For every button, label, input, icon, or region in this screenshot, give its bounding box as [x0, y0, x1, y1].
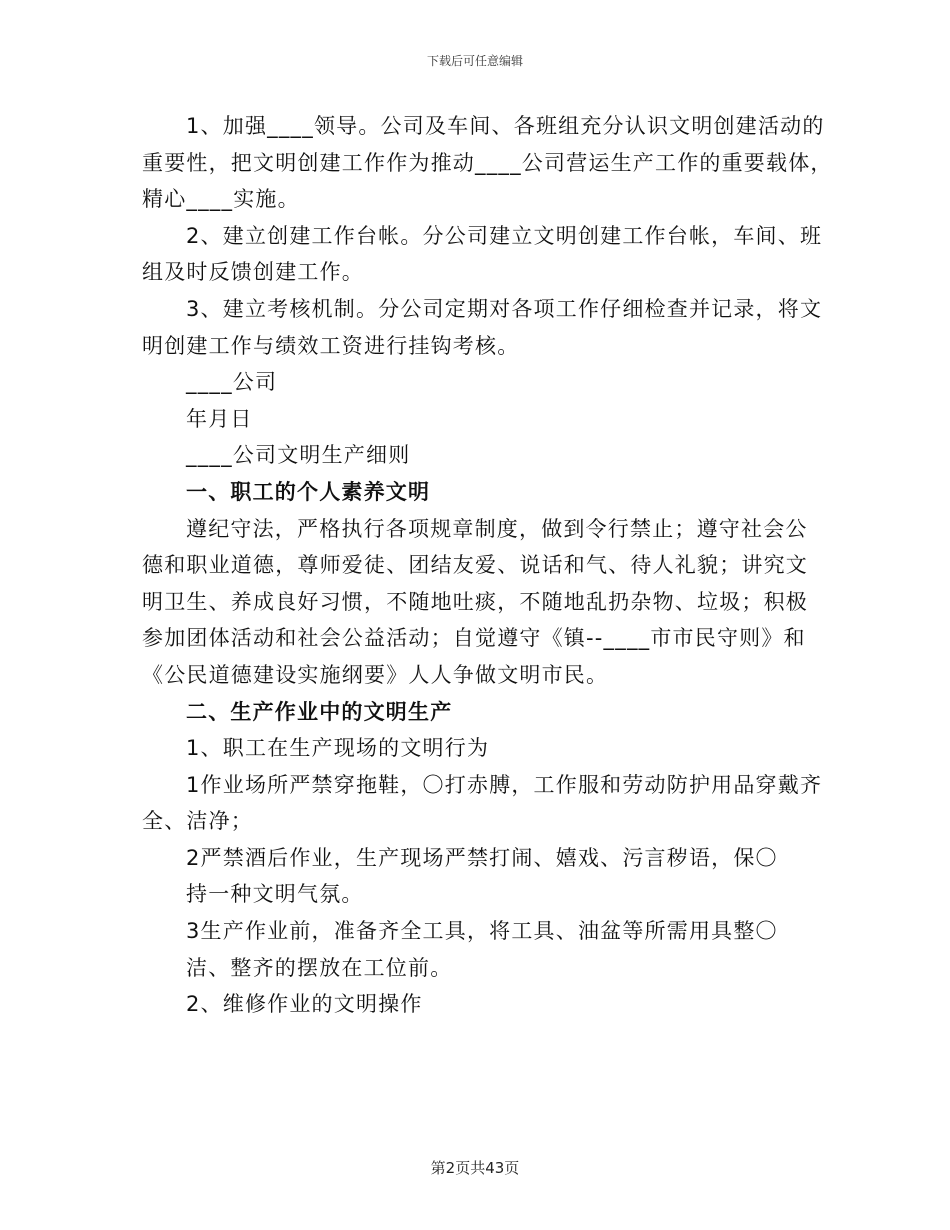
text-line: 精心____实施。 [142, 187, 300, 212]
text-line: ____公司文明生产细则 [186, 443, 411, 468]
page-header: 下载后可任意编辑 [426, 54, 523, 68]
text-line: 组及时反馈创建工作。 [142, 260, 364, 285]
text-line: 1、加强____领导。公司及车间、各班组充分认识文明创建活动的 [186, 114, 825, 138]
text-line: 洁、整齐的摆放在工位前。 [186, 955, 453, 980]
text-line: 全、洁净； [142, 809, 253, 834]
page-footer: 第2页共43页 [430, 1159, 520, 1177]
text-line: 重要性，把文明创建工作作为推动____公司营运生产工作的重要载体， [142, 150, 833, 175]
text-line: 德和职业道德，尊师爱徒、团结友爱、说话和气、待人礼貌；讲究文 [142, 553, 808, 578]
text-line: 《公民道德建设实施纲要》人人争做文明市民。 [142, 662, 609, 687]
section-heading: 一、职工的个人素养文明 [186, 479, 431, 504]
text-line: 3、建立考核机制。分公司定期对各项工作仔细检查并记录，将文 [186, 296, 823, 321]
text-line: 持一种文明气氛。 [186, 882, 364, 907]
text-line: 明创建工作与绩效工资进行挂钩考核。 [142, 333, 520, 358]
section-heading: 二、生产作业中的文明生产 [186, 699, 453, 724]
text-line: 3生产作业前，准备齐全工具，将工具、油盆等所需用具整〇 [186, 919, 778, 944]
text-line: 1作业场所严禁穿拖鞋，〇打赤膊，工作服和劳动防护用品穿戴齐 [186, 772, 823, 797]
text-line: 遵纪守法，严格执行各项规章制度，做到令行禁止；遵守社会公 [186, 516, 808, 541]
document-body [142, 108, 833, 1023]
text-line: 2严禁酒后作业，生产现场严禁打闹、嬉戏、污言秽语，保〇 [186, 845, 778, 870]
text-line: ____公司 [186, 370, 278, 395]
text-line: 2、建立创建工作台帐。分公司建立文明创建工作台帐，车间、班 [186, 223, 823, 248]
text-line: 年月日 [186, 406, 253, 431]
text-line: 2、维修作业的文明操作 [186, 992, 423, 1017]
text-line: 参加团体活动和社会公益活动；自觉遵守《镇--____市市民守则》和 [142, 626, 806, 651]
text-line: 1、职工在生产现场的文明行为 [186, 736, 490, 761]
text-line: 明卫生、养成良好习惯，不随地吐痰，不随地乱扔杂物、垃圾；积极 [142, 589, 808, 614]
